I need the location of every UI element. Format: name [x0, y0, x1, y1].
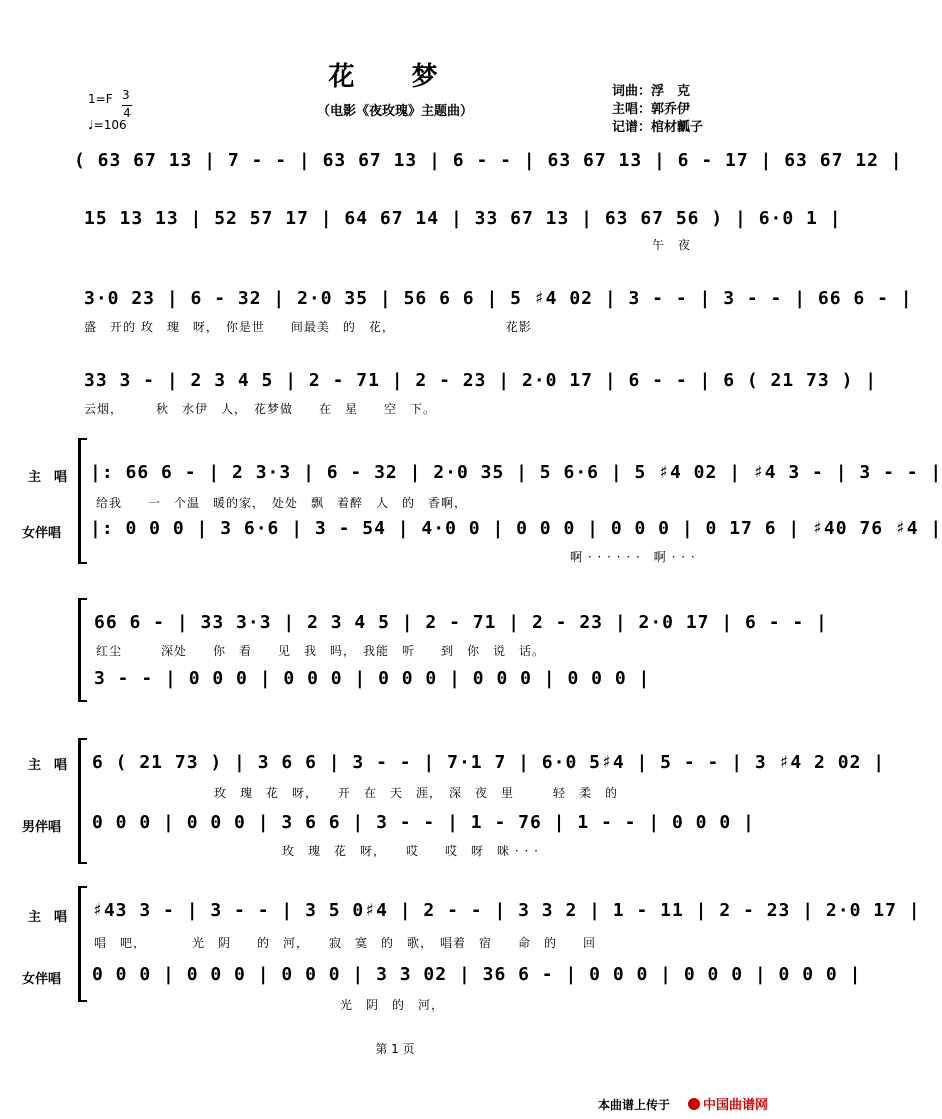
lyric-row-3: 盛 开的 玫 瑰 呀， 你是世 间最美 的 花， 花影: [84, 320, 532, 334]
upload-note: 本曲谱上传于: [598, 1098, 671, 1112]
notation-main-3: 6 ( 21 73 ) | 3 6 6 | 3 - - | 7·1 7 | 6·0 5♯4 | 5 - - | 3 ♯4 2 02 |: [92, 752, 886, 773]
system-bracket: [78, 598, 87, 702]
credit-transcriber: 记谱：棺材瓤子: [612, 120, 704, 135]
lyric-female-4: 光 阴 的 河，: [340, 998, 445, 1012]
notation-main-4: ♯43 3 - | 3 - - | 3 5 0♯4 | 2 - - | 3 3 2 | 1 - 11 | 2 - 23 | 2·0 17 |: [92, 900, 921, 921]
notation-main-1: |: 66 6 - | 2 3·3 | 6 - 32 | 2·0 35 | 5 6·6 | 5 ♯4 02 | ♯4 3 - | 3 - - |: [90, 462, 942, 483]
system-bracket: [78, 438, 87, 564]
part-label-main: 主 唱: [28, 470, 68, 485]
lyric-male-3: 玫 瑰 花 呀， 哎 哎 呀 咪 · · ·: [282, 844, 539, 858]
part-label-female: 女伴唱: [22, 526, 62, 541]
key-signature: 1=F: [88, 92, 113, 106]
notation-row-1: ( 63 67 13 | 7 - - | 63 67 13 | 6 - - | 63 67 13 | 6 - 17 | 63 67 12 |: [74, 150, 903, 171]
lyric-row-4: 云烟， 秋 水伊 人， 花梦做 在 星 空 下。: [84, 402, 437, 416]
notation-female-1: |: 0 0 0 | 3 6·6 | 3 - 54 | 4·0 0 | 0 0 0 | 0 0 0 | 0 17 6 | ♯40 76 ♯4 |: [90, 518, 942, 539]
part-label-male: 男伴唱: [22, 820, 62, 835]
logo-icon: [688, 1098, 700, 1110]
site-logo: [688, 1094, 768, 1113]
credit-lyricist: 词曲：浮 克: [612, 84, 691, 99]
song-title: 花 梦: [328, 62, 462, 92]
time-numerator: 3: [122, 88, 130, 102]
notation-row-3: 3·0 23 | 6 - 32 | 2·0 35 | 56 6 6 | 5 ♯4 02 | 3 - - | 3 - - | 66 6 - |: [84, 288, 913, 309]
notation-female-2: 3 - - | 0 0 0 | 0 0 0 | 0 0 0 | 0 0 0 | 0 0 0 |: [94, 668, 651, 689]
notation-row-2: 15 13 13 | 52 57 17 | 64 67 14 | 33 67 13 | 63 67 56 ) | 6·0 1 |: [84, 208, 842, 229]
credit-singer: 主唱：郭乔伊: [612, 102, 691, 117]
time-denominator: 4: [123, 106, 131, 120]
page-number: 第 1 页: [375, 1042, 415, 1056]
lyric-female-1: 啊 · · · · · · 啊 · · ·: [570, 550, 696, 564]
lyric-row-2: 午 夜: [652, 238, 692, 252]
notation-female-4: 0 0 0 | 0 0 0 | 0 0 0 | 3 3 02 | 36 6 - | 0 0 0 | 0 0 0 | 0 0 0 |: [92, 964, 862, 985]
system-bracket: [78, 738, 87, 864]
notation-male-3: 0 0 0 | 0 0 0 | 3 6 6 | 3 - - | 1 - 76 | 1 - - | 0 0 0 |: [92, 812, 755, 833]
lyric-main-4: 唱 吧， 光 阴 的 河， 寂 寞 的 歌， 唱着 宿 命 的 回: [94, 936, 597, 950]
part-label-main: 主 唱: [28, 910, 68, 925]
tempo-marking: ♩=106: [88, 118, 127, 132]
site-logo-text: 中国曲谱网: [703, 1098, 769, 1113]
part-label-main: 主 唱: [28, 758, 68, 773]
notation-row-4: 33 3 - | 2 3 4 5 | 2 - 71 | 2 - 23 | 2·0 17 | 6 - - | 6 ( 21 73 ) |: [84, 370, 878, 391]
system-bracket: [78, 886, 87, 1002]
notation-main-2: 66 6 - | 33 3·3 | 2 3 4 5 | 2 - 71 | 2 - 23 | 2·0 17 | 6 - - |: [94, 612, 828, 633]
part-label-female: 女伴唱: [22, 972, 62, 987]
lyric-main-1: 给我 一 个温 暖的家， 处处 飘 着醉 人 的 香啊，: [96, 496, 468, 510]
lyric-main-2: 红尘 深处 你 看 见 我 吗， 我能 听 到 你 说 话。: [96, 644, 546, 658]
song-subtitle: （电影《夜玫瑰》主题曲）: [316, 104, 473, 119]
lyric-main-3: 玫 瑰 花 呀， 开 在 天 涯， 深 夜 里 轻 柔 的: [214, 786, 619, 800]
